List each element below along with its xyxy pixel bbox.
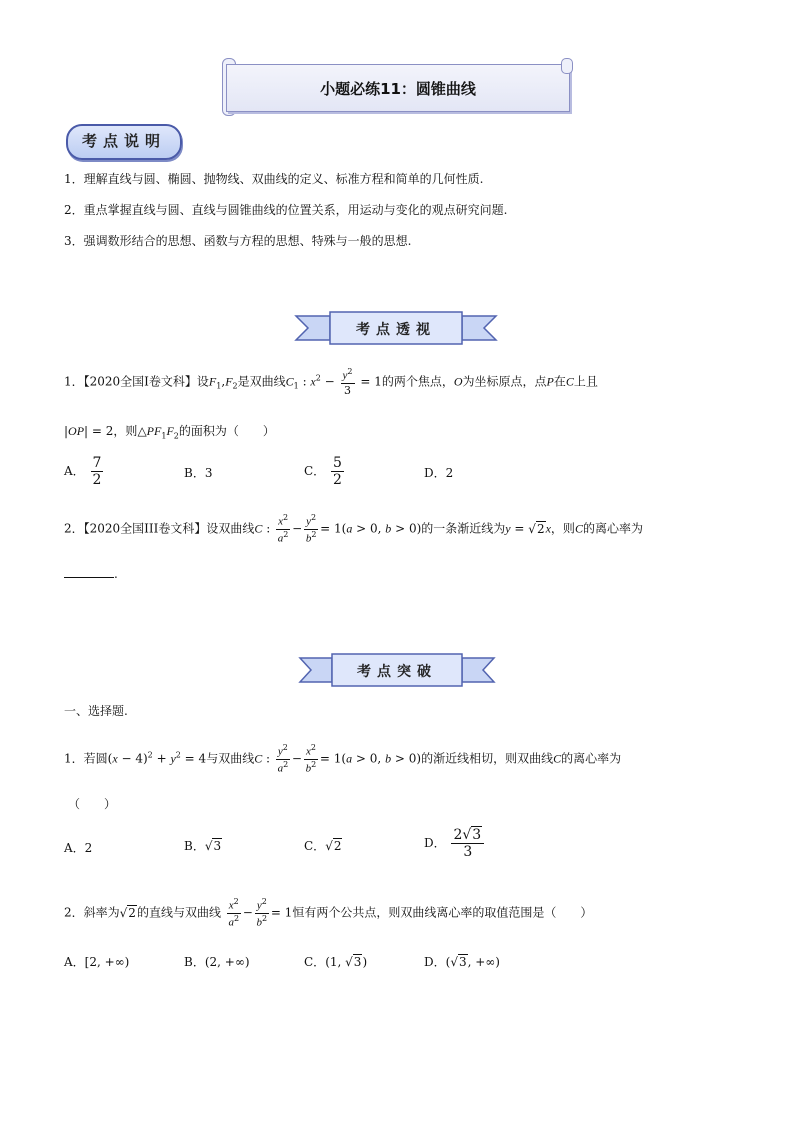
break-q1-option-a: A．2 xyxy=(64,841,93,855)
explain-item-3: 3．强调数形结合的思想、函数与方程的思想、特殊与一般的思想. xyxy=(64,234,412,248)
option-a-label: A． xyxy=(64,464,85,478)
break-q1-option-c: C．√2 xyxy=(304,839,342,853)
option-c-label: C． xyxy=(304,955,326,969)
section-choice-heading: 一、选择题. xyxy=(64,704,128,718)
fraction-x2-a2-b: $\frac{x^2}{a^2}$ xyxy=(228,897,240,929)
review-q2-t3: 的离心率为 xyxy=(582,521,643,536)
review-q1-option-c xyxy=(304,456,346,487)
break-q2-t1: 的直线与双曲线 xyxy=(136,905,221,920)
review-q2-prefix: 2．【2020全国III卷文科】设双曲线 xyxy=(64,521,255,536)
page-title: 小题必练11：圆锥曲线 xyxy=(320,80,476,98)
break-q2-option-c: C．(1, √3) xyxy=(304,955,368,969)
fraction-y2-3: $\frac{y^2}{3}$ xyxy=(342,367,353,397)
fraction-y2-b2: $\frac{y^2}{b^2}$ xyxy=(305,513,317,545)
fraction-x2-a2: $\frac{x^2}{a^2}$ xyxy=(277,513,289,545)
option-b-label: B． xyxy=(184,839,205,853)
review-q1-prefix: 1．【2020全国Ⅰ卷文科】设 xyxy=(64,374,209,389)
answer-blank xyxy=(64,577,114,578)
ribbon-review-label: 考点透视 xyxy=(356,322,436,338)
review-q1-t1: 是双曲线 xyxy=(237,374,286,389)
break-q2-t2: 恒有两个公共点，则双曲线离心率的取值范围是（ ） xyxy=(292,905,593,920)
option-d-label: D． xyxy=(424,955,446,969)
break-q1-t2: 的渐近线相切，则双曲线 xyxy=(421,751,554,766)
option-c-label: C． xyxy=(304,464,326,478)
title-banner xyxy=(226,64,570,112)
fraction-7-2: $\frac{7}{2}$ xyxy=(92,455,102,488)
fraction-5-2: $\frac{5}{2}$ xyxy=(333,455,342,488)
break-q1-line1: 1．若圆$(x - 4)^2 + y^2 = 4$与双曲线C : $\frac{y^2}{a^2}$ − $\frac{x^2}{b^2}$ = 1(a > 0, b > 0)的渐近线相切，则双曲线C的离心率为 xyxy=(64,743,622,775)
review-q2-t1: 的一条渐近线为 xyxy=(421,521,506,536)
review-q1-line2b: 的面积为（ ） xyxy=(178,424,275,438)
break-q1-t3: 的离心率为 xyxy=(561,751,622,766)
review-q1-line1: 1．【2020全国Ⅰ卷文科】设$F_1,F_2$是双曲线$C_1$ : $x^2$ − $\frac{y^2}{3}$ = 1的两个焦点，O为坐标原点，点P在C上且 xyxy=(64,367,598,397)
review-q1-option-a xyxy=(64,456,105,487)
fraction-x2-b2: $\frac{x^2}{b^2}$ xyxy=(305,743,317,775)
review-q1-t4: 在 xyxy=(553,374,566,389)
fraction-y2-a2: $\frac{y^2}{a^2}$ xyxy=(277,743,289,775)
break-q1-t1: 与双曲线 xyxy=(206,751,255,766)
scroll-right-roll xyxy=(561,58,573,74)
break-q1-prefix: 1．若圆 xyxy=(64,751,108,766)
explain-item-1: 1．理解直线与圆、椭圆、抛物线、双曲线的定义、标准方程和简单的几何性质. xyxy=(64,172,484,186)
ribbon-review xyxy=(294,309,498,347)
break-q1-paren: （ ） xyxy=(68,797,117,811)
explain-item-2: 2．重点掌握直线与圆、直线与圆锥曲线的位置关系，用运动与变化的观点研究问题. xyxy=(64,203,508,217)
break-q1-option-b: B．√3 xyxy=(184,839,222,853)
ribbon-break-label: 考点突破 xyxy=(357,664,437,680)
review-q2-line1: 2．【2020全国III卷文科】设双曲线C : $\frac{x^2}{a^2}$ − $\frac{y^2}{b^2}$ = 1(a > 0, b > 0)的一条渐近线为y = √2x，则C的离心率为 xyxy=(64,513,643,545)
break-q2-line1: 2．斜率为√2的直线与双曲线 $\frac{x^2}{a^2}$ − $\frac{y^2}{b^2}$ = 1恒有两个公共点，则双曲线离心率的取值范围是（ ） xyxy=(64,897,593,929)
break-q2-option-b: B．(2, +∞) xyxy=(184,955,250,969)
option-b-label: B． xyxy=(184,955,205,969)
review-q1-t5: 上且 xyxy=(573,374,598,389)
review-q1-t3: 为坐标原点，点 xyxy=(462,374,547,389)
review-q2-blank-line xyxy=(64,566,118,582)
break-q2-option-a: A．[2, +∞) xyxy=(64,955,130,969)
review-q2-t2: ，则 xyxy=(550,521,575,536)
review-q1-t2: 的两个焦点， xyxy=(381,374,454,389)
review-q1-line2a: ，则 xyxy=(113,424,138,438)
review-q1-line2: |OP| = 2，则$\triangle PF_1F_2$的面积为（ ） xyxy=(64,424,275,441)
option-c-label: C． xyxy=(304,839,326,853)
fraction-y2-b2-b: $\frac{y^2}{b^2}$ xyxy=(256,897,268,929)
break-q2-prefix: 2．斜率为 xyxy=(64,905,120,920)
option-a-label: A． xyxy=(64,955,85,969)
badge-explain: 考点说明 xyxy=(66,124,182,160)
review-q1-option-d: D．2 xyxy=(424,466,454,480)
review-q2-end: . xyxy=(114,567,118,581)
review-q1-option-b: B．3 xyxy=(184,466,213,480)
ribbon-break xyxy=(298,651,496,689)
break-q2-option-d: D．(√3, +∞) xyxy=(424,955,500,969)
fraction-2sqrt3-3: $\frac{2√3}{3}$ xyxy=(451,828,484,859)
break-q1-option-d xyxy=(424,828,486,859)
option-d-label: D． xyxy=(424,836,446,850)
